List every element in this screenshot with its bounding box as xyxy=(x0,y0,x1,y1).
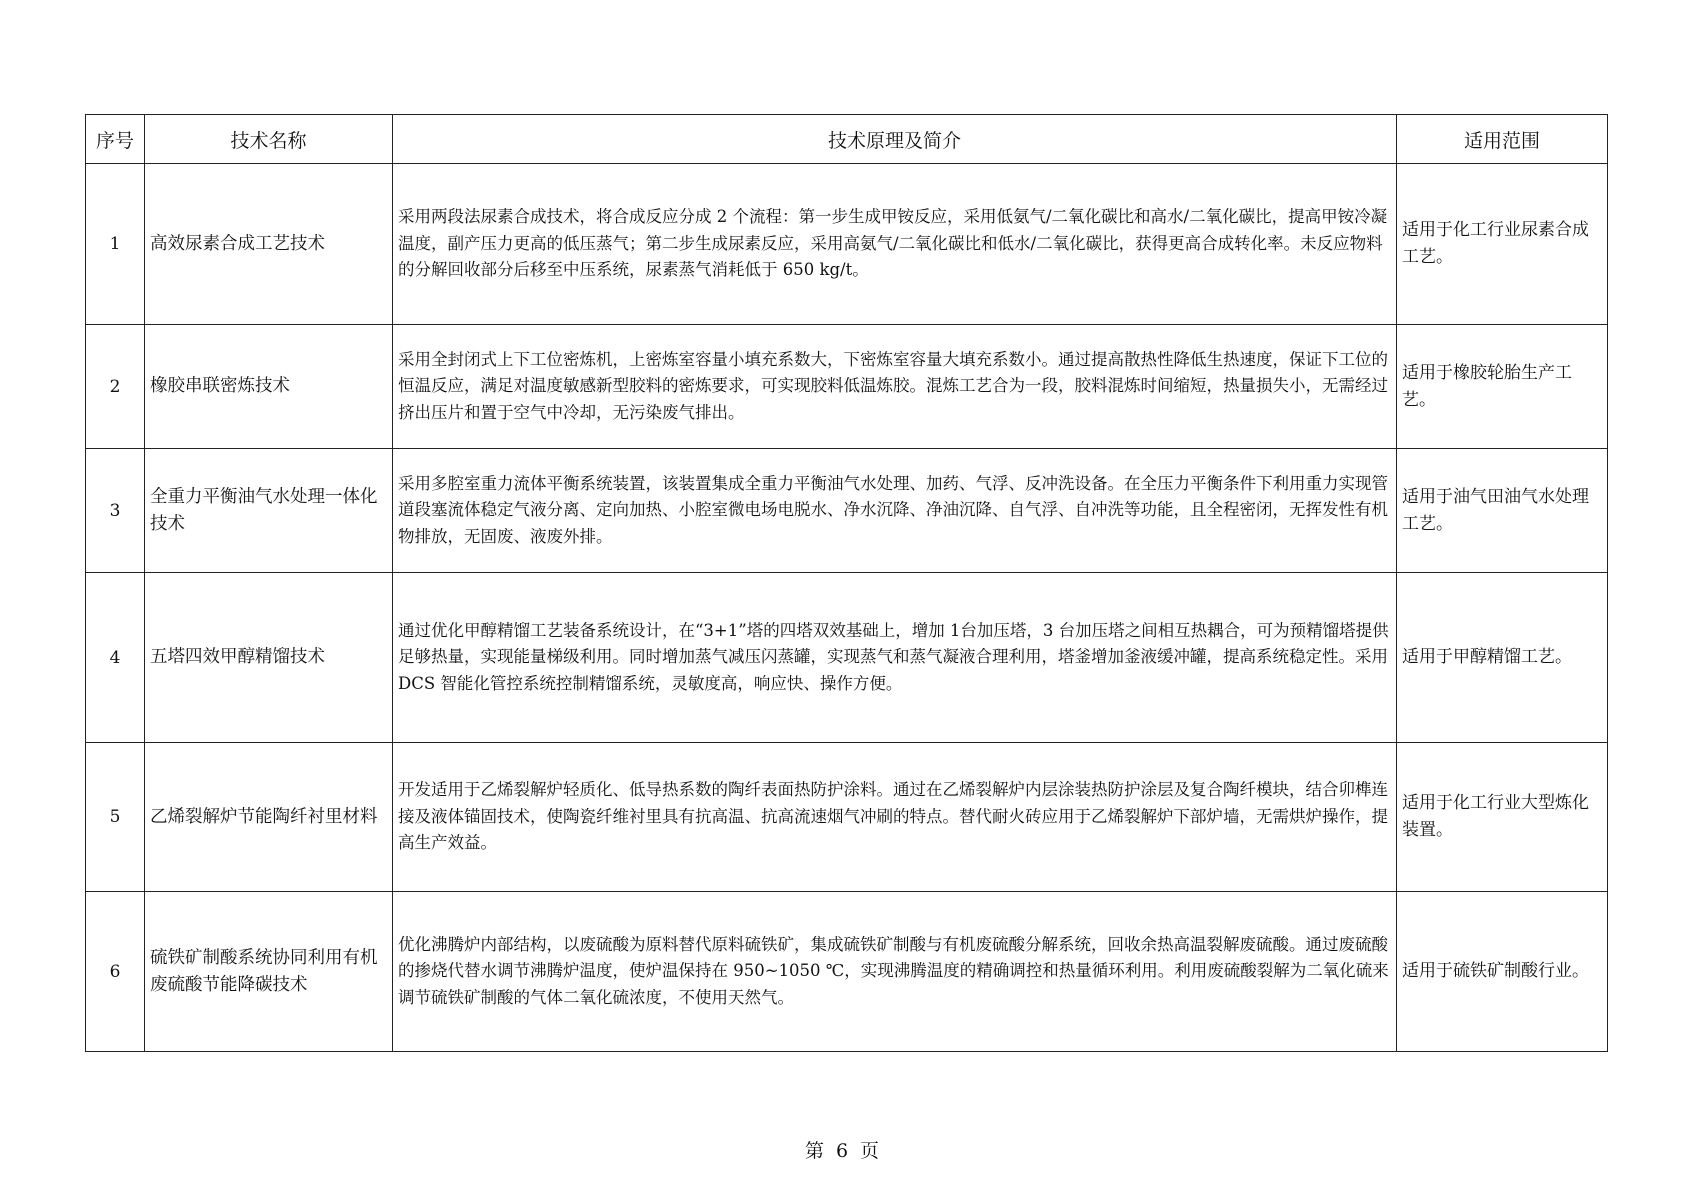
technology-description: 采用两段法尿素合成技术，将合成反应分成 2 个流程：第一步生成甲铵反应，采用低氨气/二氧化碳比和高水/二氧化碳比，提高甲铵冷凝温度，副产压力更高的低压蒸气；第二步生成尿素反应，采用高氨气/二氧化碳比和低水/二氧化碳比，获得更高合成转化率。未反应物料的分解回收部分后移至中压系统，尿素蒸气消耗低于 650 kg/t。 xyxy=(393,164,1397,325)
table-row xyxy=(86,743,1608,892)
page-label-suffix: 页 xyxy=(860,1140,880,1162)
header-serial-number: 序号 xyxy=(86,115,145,164)
header-technology-principle: 技术原理及简介 xyxy=(393,115,1397,164)
technology-description: 通过优化甲醇精馏工艺装备系统设计，在“3+1”塔的四塔双效基础上，增加 1台加压塔，3 台加压塔之间相互热耦合，可为预精馏塔提供足够热量，实现能量梯级利用。同时增加蒸气减压闪蒸罐，实现蒸气和蒸气凝液合理利用，塔釜增加釜液缓冲罐，提高系统稳定性。采用 DCS 智能化管控系统控制精馏系统，灵敏度高，响应快、操作方便。 xyxy=(393,573,1397,743)
applicable-scope: 适用于橡胶轮胎生产工艺。 xyxy=(1397,325,1608,449)
row-number: 5 xyxy=(86,743,145,892)
table-row xyxy=(86,164,1608,325)
table-header-row xyxy=(86,115,1608,164)
page-number: 6 xyxy=(835,1140,849,1162)
technology-name: 乙烯裂解炉节能陶纤衬里材料 xyxy=(145,743,393,892)
row-number: 4 xyxy=(86,573,145,743)
row-number: 6 xyxy=(86,892,145,1052)
technology-table xyxy=(85,114,1608,1052)
technology-description: 开发适用于乙烯裂解炉轻质化、低导热系数的陶纤表面热防护涂料。通过在乙烯裂解炉内层涂装热防护涂层及复合陶纤模块，结合卯榫连接及液体锚固技术，使陶瓷纤维衬里具有抗高温、抗高流速烟气冲刷的特点。替代耐火砖应用于乙烯裂解炉下部炉墙，无需烘炉操作，提高生产效益。 xyxy=(393,743,1397,892)
technology-name: 高效尿素合成工艺技术 xyxy=(145,164,393,325)
technology-name: 五塔四效甲醇精馏技术 xyxy=(145,573,393,743)
header-applicable-scope: 适用范围 xyxy=(1397,115,1608,164)
applicable-scope: 适用于硫铁矿制酸行业。 xyxy=(1397,892,1608,1052)
row-number: 2 xyxy=(86,325,145,449)
technology-name: 硫铁矿制酸系统协同利用有机废硫酸节能降碳技术 xyxy=(145,892,393,1052)
table-row xyxy=(86,573,1608,743)
table-row xyxy=(86,325,1608,449)
table-row xyxy=(86,449,1608,573)
technology-description: 优化沸腾炉内部结构，以废硫酸为原料替代原料硫铁矿，集成硫铁矿制酸与有机废硫酸分解系统，回收余热高温裂解废硫酸。通过废硫酸的掺烧代替水调节沸腾炉温度，使炉温保持在 950~1050 ℃，实现沸腾温度的精确调控和热量循环利用。利用废硫酸裂解为二氧化硫来调节硫铁矿制酸的气体二氧化硫浓度，不使用天然气。 xyxy=(393,892,1397,1052)
technology-description: 采用全封闭式上下工位密炼机，上密炼室容量小填充系数大，下密炼室容量大填充系数小。通过提高散热性降低生热速度，保证下工位的恒温反应，满足对温度敏感新型胶料的密炼要求，可实现胶料低温炼胶。混炼工艺合为一段，胶料混炼时间缩短，热量损失小，无需经过挤出压片和置于空气中冷却，无污染废气排出。 xyxy=(393,325,1397,449)
row-number: 1 xyxy=(86,164,145,325)
table-row xyxy=(86,892,1608,1052)
page-label-prefix: 第 xyxy=(804,1140,824,1162)
page-footer xyxy=(0,1136,1684,1163)
technology-name: 橡胶串联密炼技术 xyxy=(145,325,393,449)
row-number: 3 xyxy=(86,449,145,573)
applicable-scope: 适用于油气田油气水处理工艺。 xyxy=(1397,449,1608,573)
applicable-scope: 适用于化工行业尿素合成工艺。 xyxy=(1397,164,1608,325)
header-technology-name: 技术名称 xyxy=(145,115,393,164)
technology-description: 采用多腔室重力流体平衡系统装置，该装置集成全重力平衡油气水处理、加药、气浮、反冲洗设备。在全压力平衡条件下利用重力实现管道段塞流体稳定气液分离、定向加热、小腔室微电场电脱水、净水沉降、净油沉降、自气浮、自冲洗等功能，且全程密闭，无挥发性有机物排放，无固废、液废外排。 xyxy=(393,449,1397,573)
applicable-scope: 适用于化工行业大型炼化装置。 xyxy=(1397,743,1608,892)
technology-name: 全重力平衡油气水处理一体化技术 xyxy=(145,449,393,573)
applicable-scope: 适用于甲醇精馏工艺。 xyxy=(1397,573,1608,743)
